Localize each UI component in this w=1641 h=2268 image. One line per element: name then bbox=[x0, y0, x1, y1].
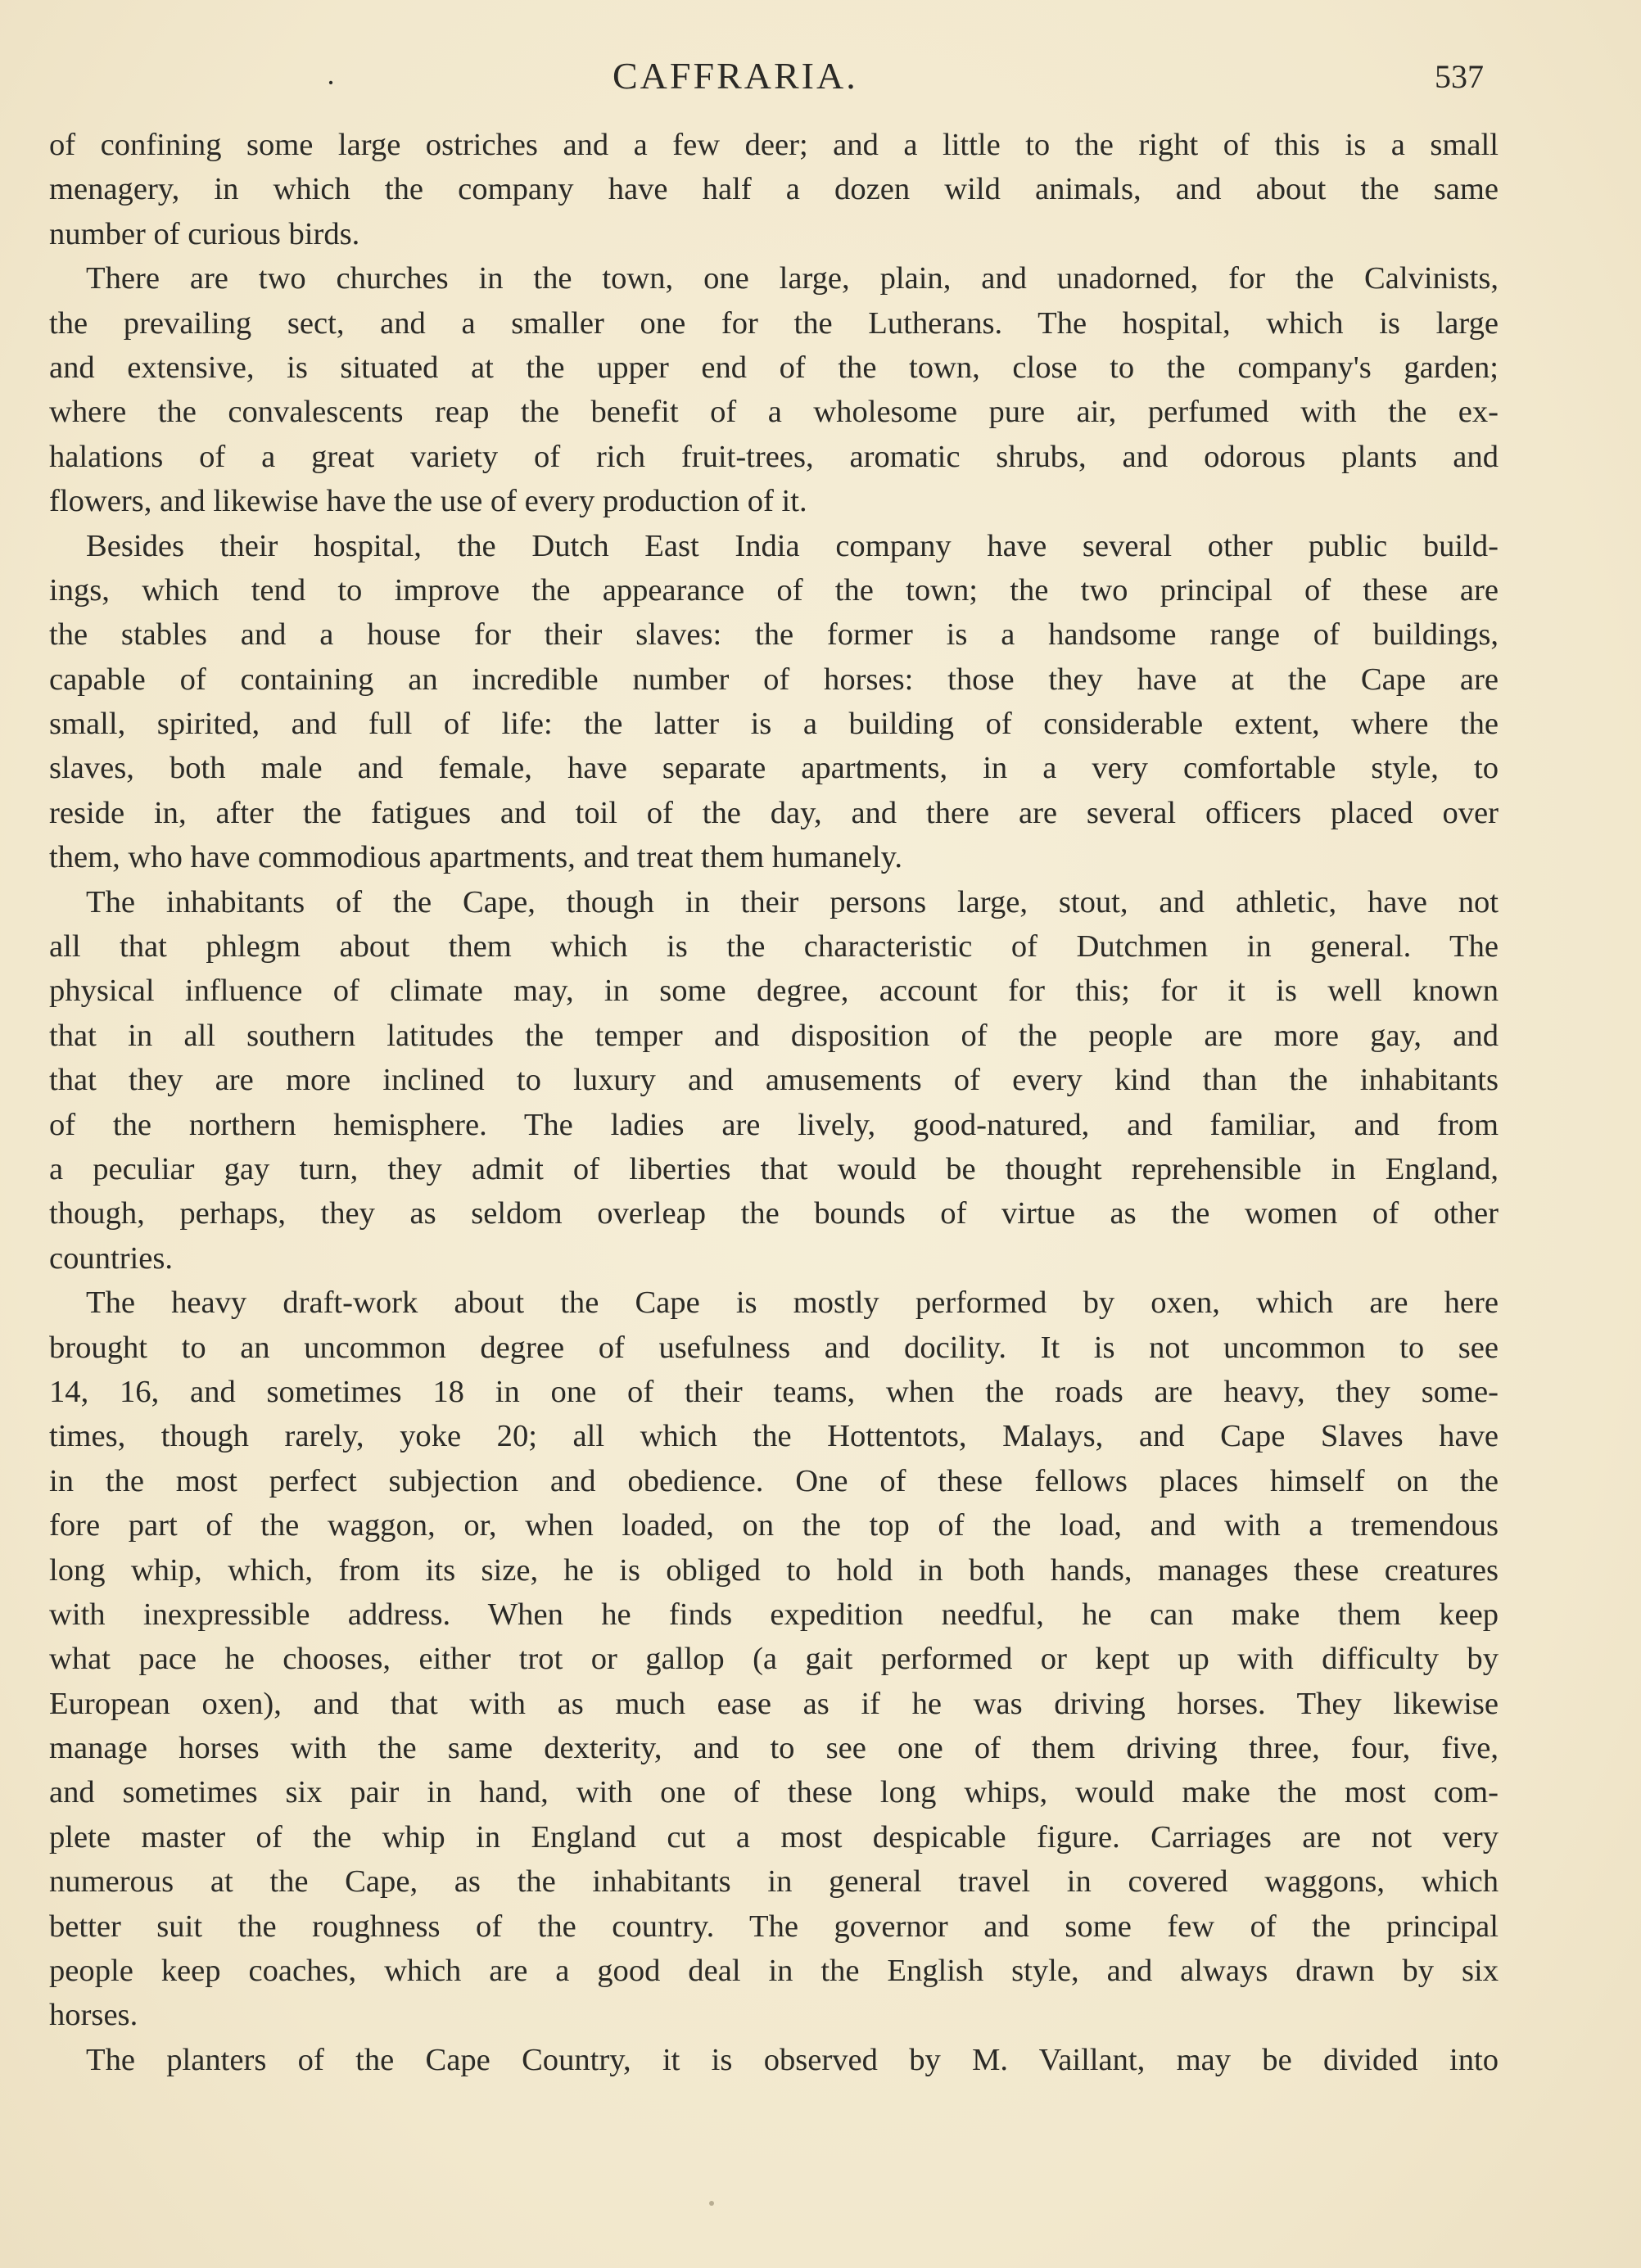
text-line: though, perhaps, they as seldom overleap the bounds of virtue as the women of other bbox=[49, 1196, 1499, 1231]
text-line: horses. bbox=[49, 1998, 138, 2033]
text-line: with inexpressible address. When he finds expedition needful, he can make them keep bbox=[49, 1597, 1499, 1632]
running-header bbox=[0, 51, 1641, 108]
text-line: that they are more inclined to luxury and amusements of every kind than the inhabitants bbox=[49, 1063, 1499, 1098]
text-line: them, who have commodious apartments, and treat them humanely. bbox=[49, 840, 903, 875]
text-line: small, spirited, and full of life: the latter is a building of considerable extent, where the bbox=[49, 707, 1499, 742]
text-line: where the convalescents reap the benefit of a wholesome pure air, perfumed with the ex- bbox=[49, 395, 1499, 430]
text-line: halations of a great variety of rich fruit-trees, aromatic shrubs, and odorous plants and bbox=[49, 439, 1499, 474]
text-line: times, though rarely, yoke 20; all which the Hottentots, Malays, and Cape Slaves have bbox=[49, 1419, 1499, 1454]
text-line: better suit the roughness of the country. The governor and some few of the principal bbox=[49, 1909, 1499, 1944]
text-line: a peculiar gay turn, they admit of liberties that would be thought reprehensible in England, bbox=[49, 1151, 1499, 1186]
text-line: the stables and a house for their slaves: the former is a handsome range of buildings, bbox=[49, 617, 1499, 653]
text-line: that in all southern latitudes the temper and disposition of the people are more gay, and bbox=[49, 1018, 1499, 1053]
text-line: and sometimes six pair in hand, with one of these long whips, would make the most com- bbox=[49, 1775, 1499, 1810]
paper-speck bbox=[709, 2201, 714, 2206]
text-line: capable of containing an incredible number of horses: those they have at the Cape are bbox=[49, 662, 1499, 697]
text-line: reside in, after the fatigues and toil of the day, and there are several officers placed over bbox=[49, 795, 1499, 830]
text-line: and extensive, is situated at the upper end of the town, close to the company's garden; bbox=[49, 350, 1499, 385]
text-line: what pace he chooses, either trot or gallop (a gait performed or kept up with difficulty by bbox=[49, 1642, 1499, 1677]
text-line: all that phlegm about them which is the characteristic of Dutchmen in general. The bbox=[49, 929, 1499, 965]
text-line: The planters of the Cape Country, it is observed by M. Vaillant, may be divided into bbox=[86, 2042, 1499, 2077]
text-line: flowers, and likewise have the use of every production of it. bbox=[49, 484, 807, 519]
text-line: number of curious birds. bbox=[49, 216, 360, 251]
running-title: CAFFRARIA. bbox=[613, 55, 858, 97]
text-line: ings, which tend to improve the appearance of the town; the two principal of these are bbox=[49, 572, 1499, 608]
text-line: fore part of the waggon, or, when loaded, on the top of the load, and with a tremendous bbox=[49, 1508, 1499, 1543]
text-line: 14, 16, and sometimes 18 in one of their teams, when the roads are heavy, they some- bbox=[49, 1374, 1499, 1409]
text-line: people keep coaches, which are a good deal in the English style, and always drawn by six bbox=[49, 1954, 1499, 1989]
text-line: numerous at the Cape, as the inhabitants in general travel in covered waggons, which bbox=[49, 1864, 1499, 1900]
text-line: There are two churches in the town, one large, plain, and unadorned, for the Calvinists, bbox=[86, 261, 1499, 296]
page-number: 537 bbox=[1435, 58, 1484, 95]
text-line: European oxen), and that with as much ease as if he was driving horses. They likewise bbox=[49, 1686, 1499, 1721]
text-line: menagery, in which the company have half a dozen wild animals, and about the same bbox=[49, 172, 1499, 207]
text-line: The heavy draft-work about the Cape is mostly performed by oxen, which are here bbox=[86, 1285, 1499, 1321]
text-line: long whip, which, from its size, he is obliged to hold in both hands, manages these creatures bbox=[49, 1552, 1499, 1588]
text-line: slaves, both male and female, have separate apartments, in a very comfortable style, to bbox=[49, 751, 1499, 786]
text-line: of the northern hemisphere. The ladies are lively, good-natured, and familiar, and from bbox=[49, 1107, 1499, 1142]
text-line: physical influence of climate may, in some degree, account for this; for it is well known bbox=[49, 974, 1499, 1009]
text-line: plete master of the whip in England cut a most despicable figure. Carriages are not very bbox=[49, 1819, 1499, 1855]
header-dot: · bbox=[326, 66, 336, 99]
text-line: countries. bbox=[49, 1240, 174, 1276]
text-line: brought to an uncommon degree of usefulness and docility. It is not uncommon to see bbox=[49, 1330, 1499, 1365]
text-line: manage horses with the same dexterity, and to see one of them driving three, four, five, bbox=[49, 1731, 1499, 1766]
text-line: in the most perfect subjection and obedience. One of these fellows places himself on the bbox=[49, 1463, 1499, 1498]
text-line: the prevailing sect, and a smaller one for the Lutherans. The hospital, which is large bbox=[49, 305, 1499, 341]
body-text bbox=[49, 123, 1499, 2082]
text-line: Besides their hospital, the Dutch East India company have several other public build- bbox=[86, 528, 1499, 563]
text-line: The inhabitants of the Cape, though in their persons large, stout, and athletic, have not bbox=[86, 884, 1499, 919]
text-line: of confining some large ostriches and a few deer; and a little to the right of this is a small bbox=[49, 128, 1499, 162]
